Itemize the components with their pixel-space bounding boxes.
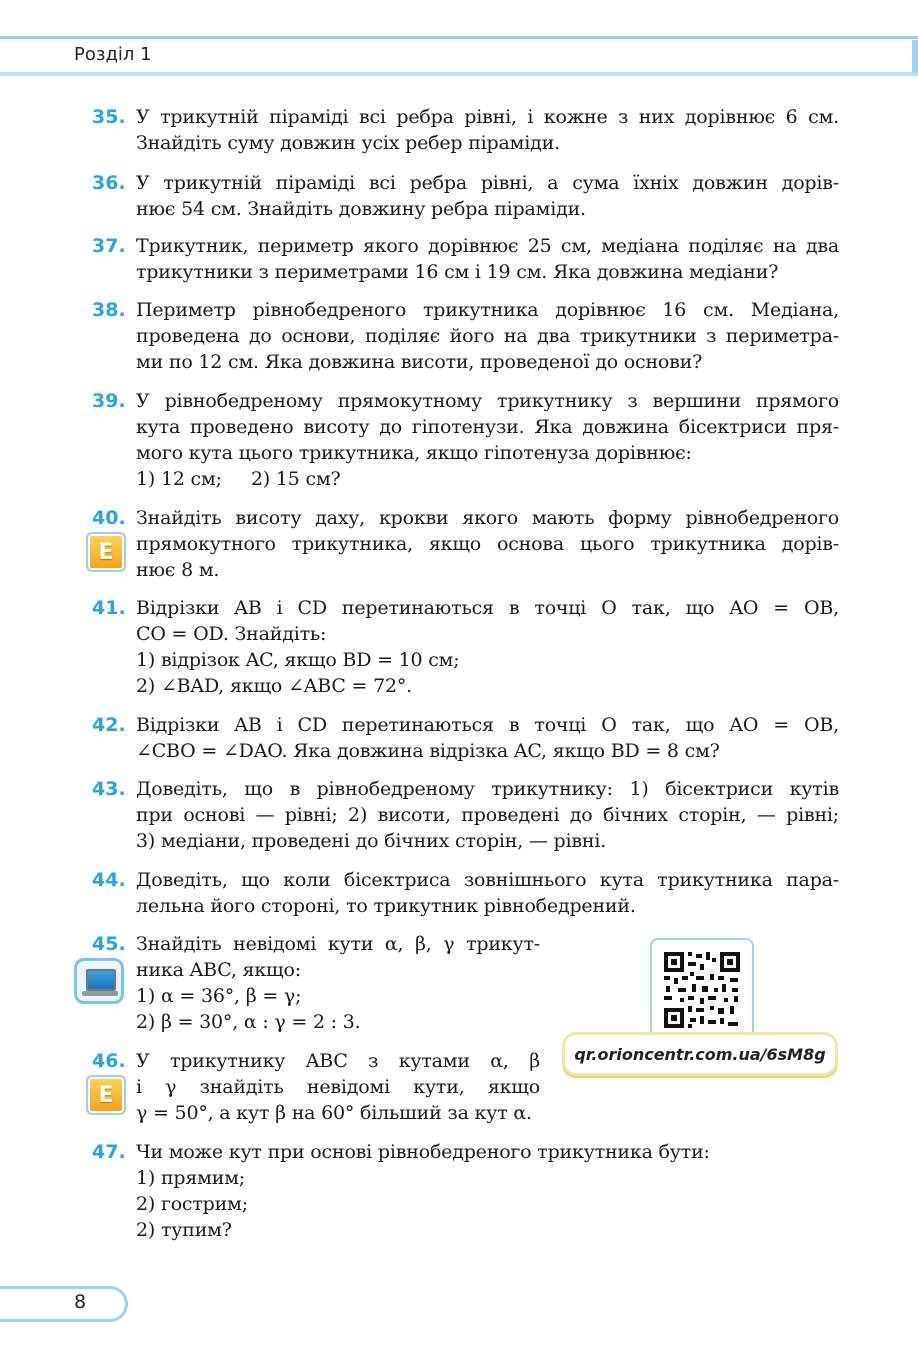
text-line: лельна його стороні, то трикутник рівнобедрений. — [136, 895, 636, 917]
page-number-tab — [0, 1286, 128, 1322]
problem-38-text — [136, 297, 839, 375]
text-line: ника ABC, якщо: — [136, 959, 301, 981]
qr-link[interactable]: qr.orioncentr.com.ua/6sM8g — [562, 1032, 838, 1076]
computer-icon[interactable] — [74, 958, 124, 1004]
computer-keyboard-icon — [82, 991, 118, 996]
problem-37-text — [136, 233, 839, 285]
text-line: 1) прямим; — [136, 1167, 245, 1189]
text-line: CO = OD. Знайдіть: — [136, 623, 327, 645]
text-line: Знайдіть невідомі кути α, β, γ трикут- — [136, 933, 540, 955]
problem-number: 40. — [92, 507, 126, 529]
text-line: при основі — рівні; 2) висоти, проведені до бічних сторін, — рівні; — [136, 804, 839, 826]
text-line: ми по 12 см. Яка довжина висоти, проведеної до основи? — [136, 351, 703, 373]
text-line: 2) β = 30°, α : γ = 2 : 3. — [136, 1011, 361, 1033]
problem-44-text — [136, 867, 839, 919]
text-line: Відрізки AB і CD перетинаються в точці O так, що AO = OB, — [136, 714, 839, 736]
text-line: ∠CBO = ∠DAO. Яка довжина відрізка AC, якщо BD = 8 см? — [136, 740, 720, 762]
text-line: 3) медіани, проведені до бічних сторін, — рівні. — [136, 830, 607, 852]
problem-number: 41. — [92, 597, 126, 619]
qr-code[interactable] — [650, 938, 754, 1042]
text-line: γ = 50°, а кут β на 60° більший за кут α. — [136, 1102, 532, 1124]
problem-number: 35. — [92, 106, 126, 128]
problem-number: 47. — [92, 1141, 126, 1163]
header-edge-decoration — [912, 40, 918, 72]
text-line: нює 54 см. Знайдіть довжину ребра піраміди. — [136, 198, 586, 220]
problem-number: 38. — [92, 299, 126, 321]
text-line: Знайдіть висоту даху, крокви якого мають форму рівнобедреного — [136, 507, 839, 529]
text-line: Відрізки AB і CD перетинаються в точці O так, що AO = OB, — [136, 597, 839, 619]
problem-number: 39. — [92, 390, 126, 412]
electronic-resource-e-icon[interactable]: E — [86, 1075, 126, 1115]
text-line: Трикутник, периметр якого дорівнює 25 см, медіана поділяє на два — [136, 235, 839, 257]
problem-number: 37. — [92, 235, 126, 257]
text-line: У рівнобедреному прямокутному трикутнику з вершини прямого — [136, 390, 839, 412]
problem-45-text — [136, 931, 540, 1035]
problem-41-text — [136, 595, 839, 699]
text-line: 1) відрізок AC, якщо BD = 10 см; — [136, 649, 460, 671]
problem-number: 43. — [92, 778, 126, 800]
text-line: У трикутнику ABC з кутами α, β — [136, 1050, 540, 1072]
text-line: У трикутній піраміді всі ребра рівні, і кожне з них дорівнює 6 см. — [136, 106, 839, 128]
text-line: Знайдіть суму довжин усіх ребер піраміди. — [136, 132, 560, 154]
qr-code-icon — [652, 940, 752, 1040]
text-line: У трикутній піраміді всі ребра рівні, а сума їхніх довжин дорів- — [136, 172, 839, 194]
problem-43-text — [136, 776, 839, 854]
text-line: трикутники з периметрами 16 см і 19 см. Яка довжина медіани? — [136, 261, 779, 283]
page-number: 8 — [74, 1291, 87, 1313]
computer-screen-icon — [86, 969, 116, 991]
problem-40-text — [136, 505, 839, 583]
text-line: 2) тупим? — [136, 1219, 232, 1241]
problem-number: 45. — [92, 933, 126, 955]
text-line: Периметр рівнобедреного трикутника дорівнює 16 см. Медіана, — [136, 299, 839, 321]
electronic-resource-e-icon[interactable]: E — [86, 532, 126, 572]
text-line: і γ знайдіть невідомі кути, якщо — [136, 1076, 540, 1098]
text-line: Доведіть, що в рівнобедреному трикутнику: 1) бісектриси кутів — [136, 778, 839, 800]
problem-number: 42. — [92, 714, 126, 736]
text-line: 2) ∠BAD, якщо ∠ABC = 72°. — [136, 675, 412, 697]
text-line: 1) 12 см; 2) 15 см? — [136, 468, 341, 490]
text-line: прямокутного трикутника, якщо основа цього трикутника дорів- — [136, 533, 839, 555]
problem-35-text — [136, 104, 839, 156]
text-line: 2) гострим; — [136, 1193, 248, 1215]
text-line: Доведіть, що коли бісектриса зовнішнього кута трикутника пара- — [136, 869, 839, 891]
problem-39-text — [136, 388, 839, 492]
text-line: кута проведено висоту до гіпотенузи. Яка довжина бісектриси пря- — [136, 416, 839, 438]
problem-number: 46. — [92, 1050, 126, 1072]
problem-42-text — [136, 712, 839, 764]
text-line: 1) α = 36°, β = γ; — [136, 985, 302, 1007]
problem-47-text — [136, 1139, 839, 1243]
text-line: Чи може кут при основі рівнобедреного трикутника бути: — [136, 1141, 710, 1163]
text-line: мого кута цього трикутника, якщо гіпотенуза дорівнює: — [136, 442, 692, 464]
problem-number: 36. — [92, 172, 126, 194]
section-title: Розділ 1 — [74, 44, 152, 65]
problem-36-text — [136, 170, 839, 222]
problem-number: 44. — [92, 869, 126, 891]
text-line: нює 8 м. — [136, 559, 220, 581]
text-line: проведена до основи, поділяє його на два трикутники з периметра- — [136, 325, 839, 347]
problem-46-text — [136, 1048, 540, 1126]
